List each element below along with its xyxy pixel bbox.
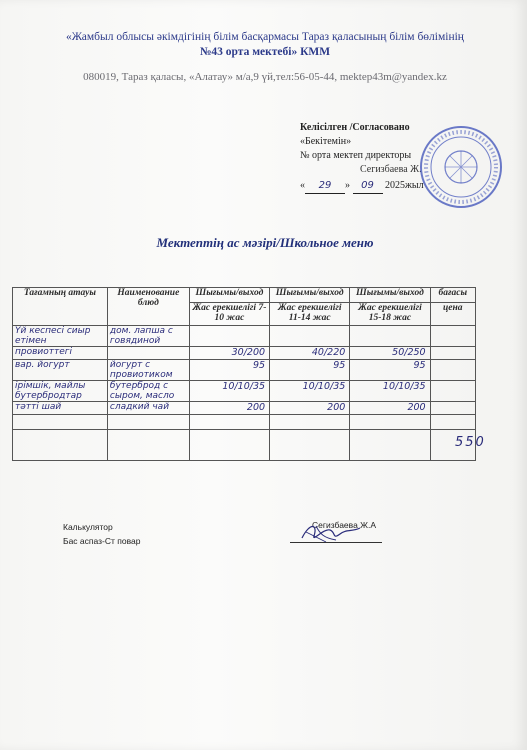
col-dish-ru: Наименование блюд [107, 288, 189, 326]
cell-portion-1: 95 [189, 360, 269, 381]
cell-portion-1: 200 [189, 402, 269, 415]
cell-price [430, 402, 475, 415]
table-row-empty [13, 415, 476, 430]
table-header-row [13, 288, 476, 303]
cell-portion-3: 200 [350, 402, 430, 415]
table-row [13, 381, 476, 402]
total-amount: 550 [455, 435, 486, 450]
director-label: № орта мектеп директоры [300, 150, 412, 161]
menu-table [12, 287, 476, 461]
school-seal-stamp [418, 124, 504, 210]
cell-dish-ru [107, 347, 189, 360]
cell-dish-ru: бутерброд с сыром, масло [107, 381, 189, 402]
date-year: 2025жыл [385, 180, 424, 191]
cell-portion-3 [350, 326, 430, 347]
cell-dish-kz: вар. йогурт [13, 360, 108, 381]
table-row [13, 347, 476, 360]
approval-date: « 29 » 09 2025жыл [300, 179, 440, 194]
cell-portion-3: 10/10/35 [350, 381, 430, 402]
cell-price [430, 381, 475, 402]
cell-dish-ru: дом. лапша с говядиной [107, 326, 189, 347]
table-row [13, 402, 476, 415]
col-dish-kz: Тағамның атауы [13, 288, 108, 326]
footer-roles [63, 520, 140, 548]
col-age-1: Жас ерекшелігі 7-10 жас [189, 303, 269, 326]
calculator-label: Калькулятор [63, 522, 113, 532]
date-day: 29 [305, 179, 345, 194]
cell-portion-2: 200 [270, 402, 350, 415]
page-title: Мектептің ас мәзірі/Школьное меню [156, 235, 374, 250]
cook-label: Бас аспаз-Ст повар [63, 536, 141, 546]
cell-portion-2: 95 [270, 360, 350, 381]
cell-portion-1: 10/10/35 [189, 381, 269, 402]
director-name: Сегизбаева Ж. [360, 164, 422, 175]
cell-portion-2 [270, 326, 350, 347]
cell-dish-ru: йогурт с провиотиком [107, 360, 189, 381]
signer-name: Сегизбаева Ж.А [312, 520, 377, 530]
col-portion-3: Шығымы/выход [350, 288, 430, 303]
school-header [30, 30, 500, 60]
header-line-1: «Жамбыл облысы әкімдігінің білім басқармасы Тараз қаласының білім бөлімінің [66, 31, 464, 43]
cell-dish-kz: ірімшік, майлы бутербродтар [13, 381, 108, 402]
cell-dish-ru: сладкий чай [107, 402, 189, 415]
cell-portion-1: 30/200 [189, 347, 269, 360]
table-row [13, 360, 476, 381]
col-portion-1: Шығымы/выход [189, 288, 269, 303]
col-portion-2: Шығымы/выход [270, 288, 350, 303]
col-price-ru: цена [430, 303, 475, 326]
signature-line [290, 542, 382, 543]
cell-dish-kz: провиоттегі [13, 347, 108, 360]
col-age-3: Жас ерекшелігі 15-18 жас [350, 303, 430, 326]
col-price-kz: бағасы [430, 288, 475, 303]
cell-portion-1 [189, 326, 269, 347]
table-row [13, 326, 476, 347]
cell-price [430, 326, 475, 347]
cell-portion-2: 10/10/35 [270, 381, 350, 402]
cell-price [430, 360, 475, 381]
table-row-empty [13, 430, 476, 461]
date-month: 09 [353, 179, 383, 194]
approved-label: «Бекітемін» [300, 136, 352, 147]
header-line-2: №43 орта мектебі» КММ [199, 46, 331, 58]
cell-dish-kz: Үй кеспесі сиыр етімен [13, 326, 108, 347]
cell-price [430, 347, 475, 360]
cell-portion-3: 50/250 [350, 347, 430, 360]
agreed-label: Келісілген /Согласовано [300, 122, 410, 133]
school-address: 080019, Тараз қаласы, «Алатау» м/а,9 үй,тел:56-05-44, mektep43m@yandex.kz [83, 71, 447, 83]
cell-dish-kz: тәтті шай [13, 402, 108, 415]
col-age-2: Жас ерекшелігі 11-14 жас [270, 303, 350, 326]
cell-portion-3: 95 [350, 360, 430, 381]
cell-portion-2: 40/220 [270, 347, 350, 360]
